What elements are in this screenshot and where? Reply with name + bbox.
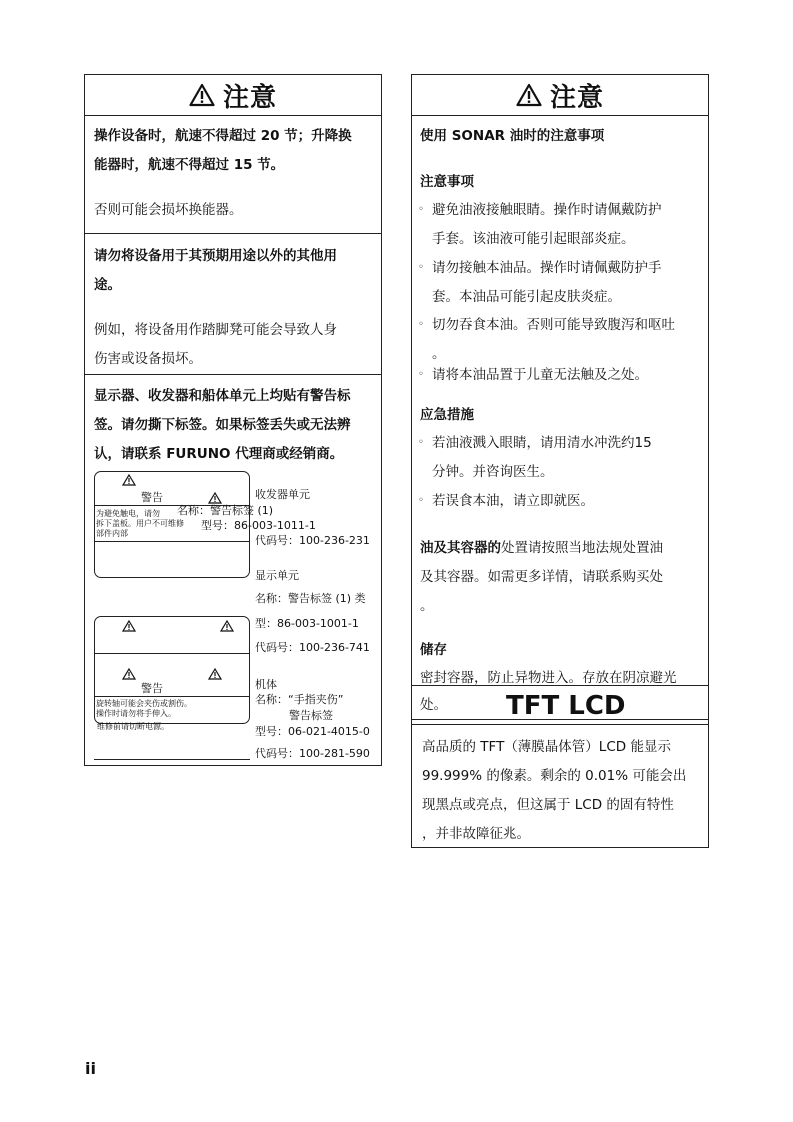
ref-display-name: 名称：警告标签 (1) 类	[255, 592, 366, 605]
ref-display: 显示单元	[255, 569, 299, 582]
bullet-text: 请将本油品置于儿童无法触及之处。	[432, 367, 648, 383]
caution-title: 注意	[549, 82, 604, 113]
bullet-text: 若误食本油，请立即就医。	[432, 493, 594, 509]
bullet-icon: ◦	[418, 262, 424, 273]
bullet-text: 切勿吞食本油。否则可能导致腹泻和呕吐 。	[432, 317, 675, 362]
ref-display-model: 型：86-003-1001-1	[255, 617, 359, 630]
label-text: 部件内部	[96, 529, 128, 538]
divider	[85, 233, 381, 234]
ref-hull-name2: 警告标签	[289, 709, 333, 722]
label-text: 为避免触电，请勿	[96, 509, 160, 518]
ref-transceiver: 收发器单元	[255, 488, 310, 501]
label-warning-bold: 显示器、收发器和船体单元上均贴有警告标 签。请勿撕下标签。如果标签丢失或无法辨 认，请联系 FURUNO 代理商或经销商。	[94, 388, 351, 462]
title-rule	[412, 719, 708, 720]
ref-display-code: 代码号：100-236-741	[255, 641, 370, 654]
label-text: 拆下盖板。用户不可维修	[96, 519, 184, 528]
label-rule	[95, 541, 249, 542]
bullet-icon: ◦	[418, 319, 424, 330]
divider	[85, 374, 381, 375]
warning-triangle-icon	[122, 668, 136, 680]
usage-warning-text: 例如，将设备用作踏脚凳可能会导致人身 伤害或设备损坏。	[94, 322, 337, 367]
oil-heading: 使用 SONAR 油时的注意事项	[420, 128, 605, 144]
speed-warning-bold: 操作设备时，航速不得超过 20 节；升降换 能器时，航速不得超过 15 节。	[94, 128, 352, 173]
label-text: 旋转轴可能会夹伤或割伤。	[96, 699, 192, 708]
storage-text-continued: 处。	[420, 697, 447, 713]
label-overlap-model: 型号：86-003-1011-1	[201, 519, 316, 532]
ref-hull-model: 型号：06-021-4015-0	[255, 725, 370, 738]
label-rule	[95, 653, 249, 654]
title-rule	[412, 724, 708, 725]
bullet-icon: ◦	[418, 437, 424, 448]
warning-triangle-icon	[122, 474, 136, 486]
caution-title: 注意	[222, 82, 277, 113]
tft-lcd-text: 高品质的 TFT（薄膜晶体管）LCD 能显示 99.999% 的像素。剩余的 0.01% 可能会出 现黑点或亮点，但这属于 LCD 的固有特性 ，并非故障征兆。	[422, 739, 687, 842]
bullet-icon: ◦	[418, 204, 424, 215]
label-warning-word: 警告	[141, 491, 163, 504]
disposal-text: 油及其容器的处置请按照当地法规处置油 及其容器。如需更多详情，请联系购买处 。	[420, 540, 663, 614]
label-warning-word: 警告	[141, 682, 163, 695]
tft-lcd-box	[411, 685, 709, 848]
warning-label-hull	[94, 616, 250, 724]
ref-transceiver-code: 代码号：100-236-231	[255, 534, 370, 547]
bullet-text: 若油液溅入眼睛，请用清水冲洗约15 分钟。并咨询医生。	[432, 435, 652, 480]
label-text: 操作时请勿将手伸入。	[96, 709, 176, 718]
bullet-icon: ◦	[418, 495, 424, 506]
ref-hull-code: 代码号：100-281-590	[255, 747, 370, 760]
label-overlap-name: 名称：警告标签 (1)	[177, 504, 274, 517]
bullet-text: 请勿接触本油品。操作时请佩戴防护手 套。本油品可能引起皮肤炎症。	[432, 260, 662, 305]
ref-hull: 机体	[255, 678, 277, 691]
tft-lcd-title: TFT LCD	[506, 691, 626, 721]
emergency-heading: 应急措施	[420, 407, 474, 423]
warning-triangle-icon	[208, 492, 222, 504]
storage-heading: 储存	[420, 642, 447, 658]
caution-box-left	[84, 74, 382, 766]
page-number: ii	[85, 1059, 96, 1078]
bullet-icon: ◦	[418, 369, 424, 380]
label-rule	[94, 759, 250, 760]
precautions-heading: 注意事项	[420, 174, 474, 190]
label-text: 维修前请切断电源。	[97, 722, 169, 731]
usage-warning-bold: 请勿将设备用于其预期用途以外的其他用 途。	[94, 248, 337, 293]
speed-warning-text: 否则可能会损坏换能器。	[94, 202, 243, 218]
caution-header	[85, 75, 381, 116]
storage-text: 密封容器，防止异物进入。存放在阴凉避光	[420, 670, 677, 685]
warning-triangle-icon	[189, 83, 215, 107]
caution-header	[412, 75, 708, 116]
caution-box-right	[411, 74, 709, 685]
ref-hull-name: 名称：“手指夹伤”	[255, 693, 344, 706]
bullet-text: 避免油液接触眼睛。操作时请佩戴防护 手套。该油液可能引起眼部炎症。	[432, 202, 662, 247]
warning-triangle-icon	[122, 620, 136, 632]
warning-triangle-icon	[516, 83, 542, 107]
label-rule	[95, 696, 249, 697]
warning-triangle-icon	[208, 668, 222, 680]
warning-triangle-icon	[220, 620, 234, 632]
